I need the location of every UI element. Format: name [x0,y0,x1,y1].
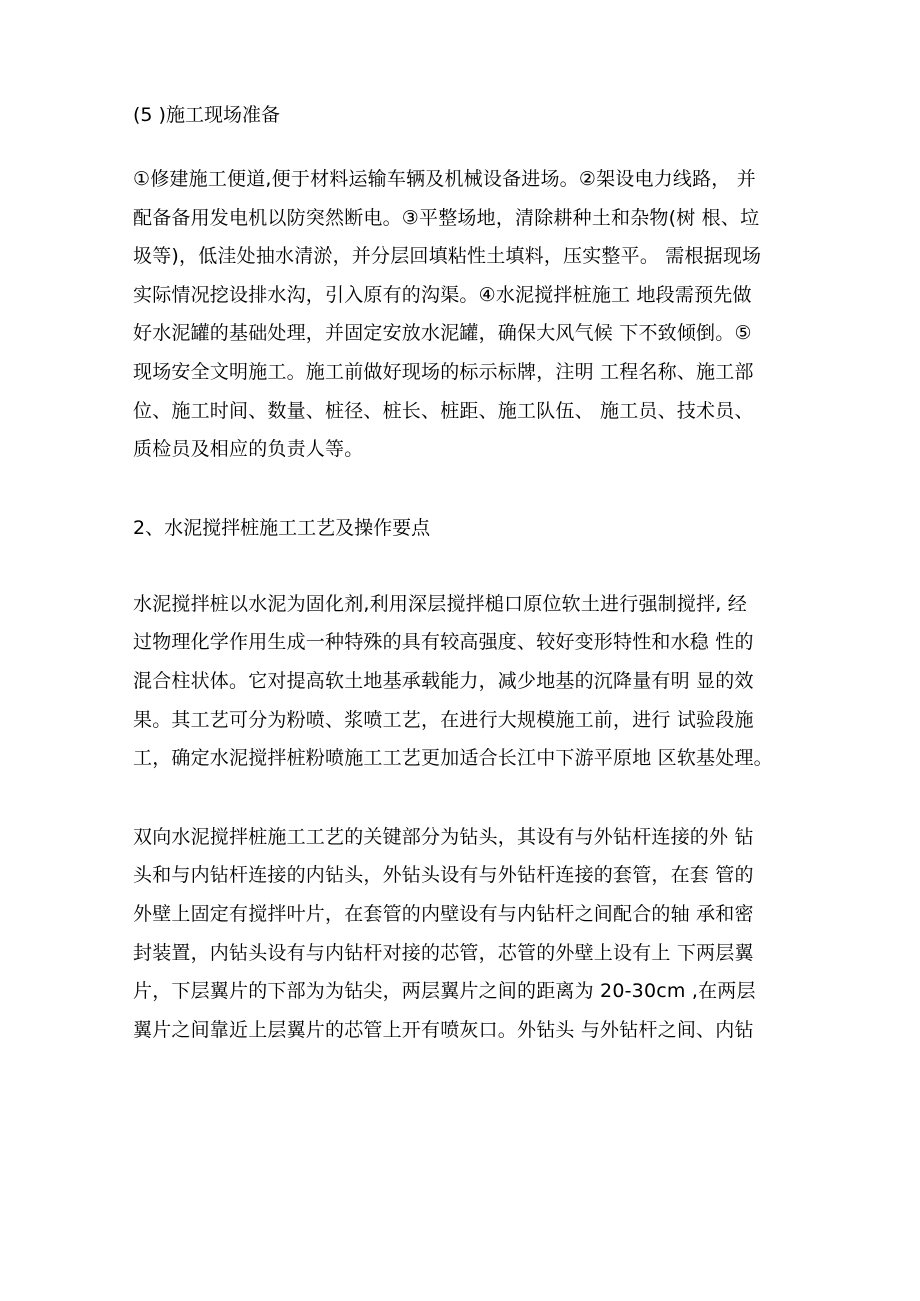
section-5-heading: (5 )施工现场准备 [133,104,280,126]
text-line: 过物理化学作用生成一种特殊的具有较高强度、较好变形特性和水稳 性的 [133,631,754,654]
text-line: 现场安全文明施工。施工前做好现场的标示标牌，注明 工程名称、施工部 [133,360,754,383]
text-line: 果。其工艺可分为粉喷、浆喷工艺，在进行大规模施工前，进行 试验段施 [133,708,754,731]
document-page [133,96,803,1049]
text-line: 水泥搅拌桩以水泥为固化剂,利用深层搅拌槌口原位软土进行强制搅拌, 经 [133,592,747,615]
text-line: 头和与内钻杆连接的内钻头，外钻头设有与外钻杆连接的套管，在套 管的 [133,864,754,887]
spacer [133,778,803,818]
text-line: 质检员及相应的负责人等。 [133,438,364,461]
text-line: 片，下层翼片的下部为为钻尖，两层翼片之间的距离为 20-30cm ,在两层 [133,980,756,1003]
text-line: 外壁上固定有搅拌叶片，在套管的内壁设有与内钻杆之间配合的轴 承和密 [133,902,754,925]
text-line: 实际情况挖设排水沟，引入原有的沟渠。④水泥搅拌桩施工 地段需预先做 [133,283,752,306]
text-line: 混合柱状体。它对提高软土地基承载能力，减少地基的沉降量有明 显的效 [133,669,754,692]
section-5-paragraph [133,160,803,469]
text-line: 双向水泥搅拌桩施工工艺的关键部分为钻头，其设有与外钻杆连接的外 钻 [133,825,754,848]
text-line: ①修建施工便道,便于材料运输车辆及机械设备进场。②架设电力线路， 并 [133,168,756,190]
spacer [133,547,803,585]
section-2-heading: 2、水泥搅拌桩施工工艺及操作要点 [133,516,431,539]
text-line: 封装置，内钻头设有与内钻杆对接的芯管，芯管的外壁上设有上 下两层翼 [133,941,754,964]
text-line: 翼片之间靠近上层翼片的芯管上开有喷灰口。外钻头 与外钻杆之间、内钻 [133,1018,754,1041]
text-line: 配备备用发电机以防突然断电。③平整场地，清除耕种土和杂物(树 根、垃 [133,206,760,229]
text-line: 工，确定水泥搅拌桩粉喷施工工艺更加适合长江中下游平原地 区软基处理。 [133,747,773,770]
section-2-paragraph-2 [133,818,803,1050]
spacer [133,134,803,160]
text-line: 好水泥罐的基础处理，并固定安放水泥罐，确保大风气候 下不致倾倒。⑤ [133,322,752,345]
text-line: 圾等)，低洼处抽水清淤，并分层回填粘性土填料，压实整平。 需根据现场 [133,245,762,268]
section-2-paragraph-1 [133,585,803,778]
text-line: 位、施工时间、数量、桩径、桩长、桩距、施工队伍、 施工员、技术员、 [133,399,754,422]
spacer [133,469,803,509]
